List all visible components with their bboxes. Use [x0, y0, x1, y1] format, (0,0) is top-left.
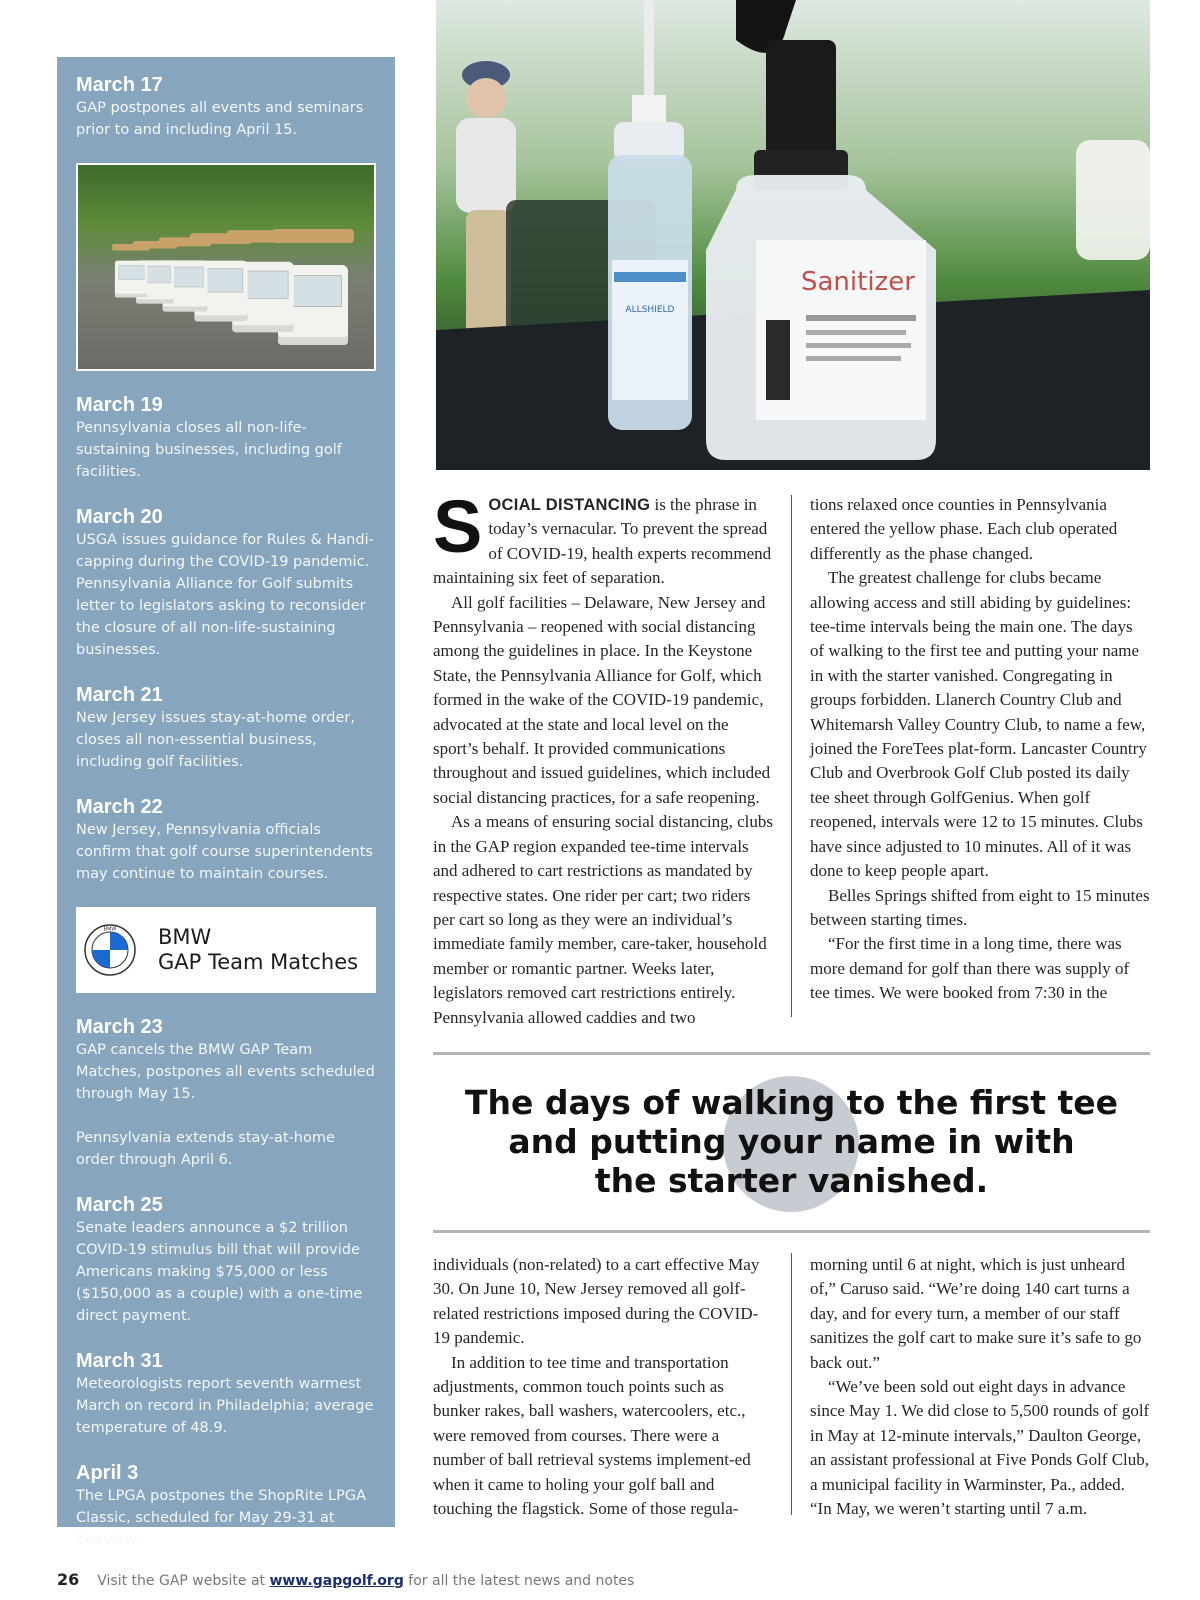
entry-text: New Jersey, Pennsylvania officials confirm that golf course superintendents may continue to maintain courses.	[76, 822, 373, 882]
pullquote-rule-top	[433, 1052, 1150, 1055]
page-footer	[57, 1570, 634, 1589]
timeline-entry	[76, 73, 376, 141]
paragraph-text: is the phrase in today’s vernacular. To prevent the spread of COVID-19, health experts recommend maintaining six feet of separation.	[433, 495, 772, 588]
article-paragraph: morning until 6 at night, which is just unheard of,” Caruso said. “We’re doing 140 cart turns a day, and for every turn, a member of our staff sanitizes the golf cart to make sure it’s safe to go back out.”	[810, 1255, 1142, 1372]
website-link[interactable]: www.gapgolf.org	[269, 1573, 404, 1589]
entry-date: March 21	[76, 684, 163, 706]
entry-text: New Jersey issues stay-at-home order, closes all non-essential business, including golf facilities.	[76, 710, 355, 770]
timeline-entry	[76, 1015, 376, 1171]
entry-date: April 3	[76, 1462, 139, 1484]
timeline-entry	[76, 1349, 376, 1439]
bmw-team-matches-text	[158, 925, 358, 975]
article-paragraph: Belles Springs shifted from eight to 15 minutes between starting times.	[810, 885, 1150, 929]
entry-text: Pennsylvania extends stay-at-home order through April 6.	[76, 1130, 335, 1168]
page-number: 26	[57, 1570, 80, 1589]
entry-text: The LPGA postpones the ShopRite LPGA Classic, scheduled for May 29-31 at Seaview.	[76, 1488, 366, 1548]
article-column-2	[810, 493, 1150, 1006]
article-paragraph	[433, 485, 773, 591]
entry-date: March 23	[76, 1016, 163, 1038]
article-paragraph: tions relaxed once counties in Pennsylvania entered the yellow phase. Each club operated differently as the phase changed.	[810, 495, 1118, 563]
hero-illustration	[436, 0, 1150, 470]
lead-in: OCIAL DISTANCING	[488, 496, 651, 514]
timeline-entry	[76, 505, 376, 661]
entry-text: GAP cancels the BMW GAP Team Matches, postpones all events scheduled through May 15.	[76, 1042, 375, 1102]
timeline-sidebar	[57, 57, 395, 1548]
timeline-entry	[76, 393, 376, 483]
entry-date: March 19	[76, 394, 163, 416]
entry-text: Senate leaders announce a $2 trillion COVID-19 stimulus bill that will provide Americans making $75,000 or less ($150,000 as a couple) with a one-time direct payment.	[76, 1220, 363, 1324]
golf-carts-photo	[76, 163, 376, 371]
pull-quote	[433, 1083, 1150, 1200]
pullquote-rule-bottom	[433, 1230, 1150, 1233]
column-divider	[791, 495, 792, 1017]
timeline-entry	[76, 1461, 376, 1551]
column-divider	[791, 1253, 792, 1515]
article-paragraph: In addition to tee time and transportation adjustments, common touch points such as bunker rakes, ball washers, watercoolers, etc., were removed from courses. There were a number of ball retrieval systems implement-ed when it came to holing your golf ball and touching the flagstick. Some of those regula-	[433, 1352, 751, 1519]
pullquote-line: the starter vanished.	[594, 1161, 989, 1200]
article-column-1	[433, 485, 773, 1030]
article-column-4	[810, 1253, 1150, 1521]
article-paragraph: individuals (non-related) to a cart effective May 30. On June 10, New Jersey removed all golf-related restrictions imposed during the COVID-19 pandemic.	[433, 1255, 760, 1348]
team-matches-line: GAP Team Matches	[158, 950, 359, 974]
timeline-entry	[76, 683, 376, 773]
pullquote-line: The days of walking to the first tee	[464, 1083, 1119, 1122]
svg-text:BMW: BMW	[103, 926, 117, 933]
footer-text: Visit the GAP website at	[97, 1573, 270, 1589]
bmw-line: BMW	[158, 925, 212, 949]
bmw-team-matches-logo	[76, 907, 376, 993]
entry-text: Meteorologists report seventh warmest March on record in Philadelphia; average temperature of 48.9.	[76, 1376, 374, 1436]
entry-text: Pennsylvania closes all non-life-sustaining businesses, including golf facilities.	[76, 420, 342, 480]
footer-text: for all the latest news and notes	[403, 1573, 635, 1589]
svg-text:ALLSHIELD: ALLSHIELD	[625, 305, 675, 315]
article-paragraph: As a means of ensuring social distancing, clubs in the GAP region expanded tee-time intervals and adhered to cart restrictions as mandated by respective states. One rider per cart; two riders per cart so long as they were an individual’s immediate family member, care-taker, household member or romantic partner. Weeks later, legislators removed cart restrictions entirely. Pennsylvania allowed caddies and two	[433, 812, 773, 1027]
svg-text:Sanitizer: Sanitizer	[801, 267, 915, 297]
article-paragraph: All golf facilities – Delaware, New Jersey and Pennsylvania – reopened with social distancing among the guidelines in place. In the Keystone State, the Pennsylvania Alliance for Golf, which formed in the wake of the COVID-19 pandemic, advocated at the state and local level on the sport’s behalf. It provided communications throughout and issued guidelines, which included social distancing practices, for a safe reopening.	[433, 592, 771, 807]
article-paragraph: The greatest challenge for clubs became allowing access and still abiding by guidelines: tee-time intervals being the main one. The days of walking to the first tee and putting your name in with the starter vanished. Congregating in groups forbidden. Llanerch Country Club and Whitemarsh Valley Country Club, to name a few, joined the ForeTees plat-form. Lancaster Country Club and Overbrook Golf Club posted its daily tee sheet through GolfGenius. When golf reopened, intervals were 12 to 15 minutes. Clubs have since adjusted to 10 minutes. All of it was done to keep people apart.	[810, 568, 1147, 881]
entry-text: USGA issues guidance for Rules & Handi-capping during the COVID-19 pandemic. Pennsylvania Alliance for Golf submits letter to legislators asking to reconsider the closure of all non-life-sustaining businesses.	[76, 532, 374, 658]
entry-date: March 25	[76, 1194, 163, 1216]
entry-date: March 31	[76, 1350, 163, 1372]
article-column-3	[433, 1253, 773, 1521]
bmw-roundel-icon	[84, 924, 136, 976]
entry-date: March 22	[76, 796, 163, 818]
timeline-entry	[76, 795, 376, 885]
entry-date: March 17	[76, 74, 163, 96]
entry-date: March 20	[76, 506, 163, 528]
pullquote-line: and putting your name in with	[508, 1122, 1075, 1161]
timeline-entry	[76, 1193, 376, 1327]
article-paragraph: “For the first time in a long time, there was more demand for golf than there was supply of tee times. We were booked from 7:30 in the	[810, 934, 1130, 1003]
article-paragraph: “We’ve been sold out eight days in advance since May 1. We did close to 5,500 rounds of golf in May at 12-minute intervals,” Daulton George, an assistant professional at Five Ponds Golf Club, a municipal facility in Warminster, Pa., added. “In May, we weren’t starting until 7 a.m.	[810, 1377, 1150, 1519]
sanitizer-bottles-photo	[436, 0, 1150, 470]
drop-cap: S	[433, 485, 483, 568]
entry-text: GAP postpones all events and seminars prior to and including April 15.	[76, 100, 364, 138]
